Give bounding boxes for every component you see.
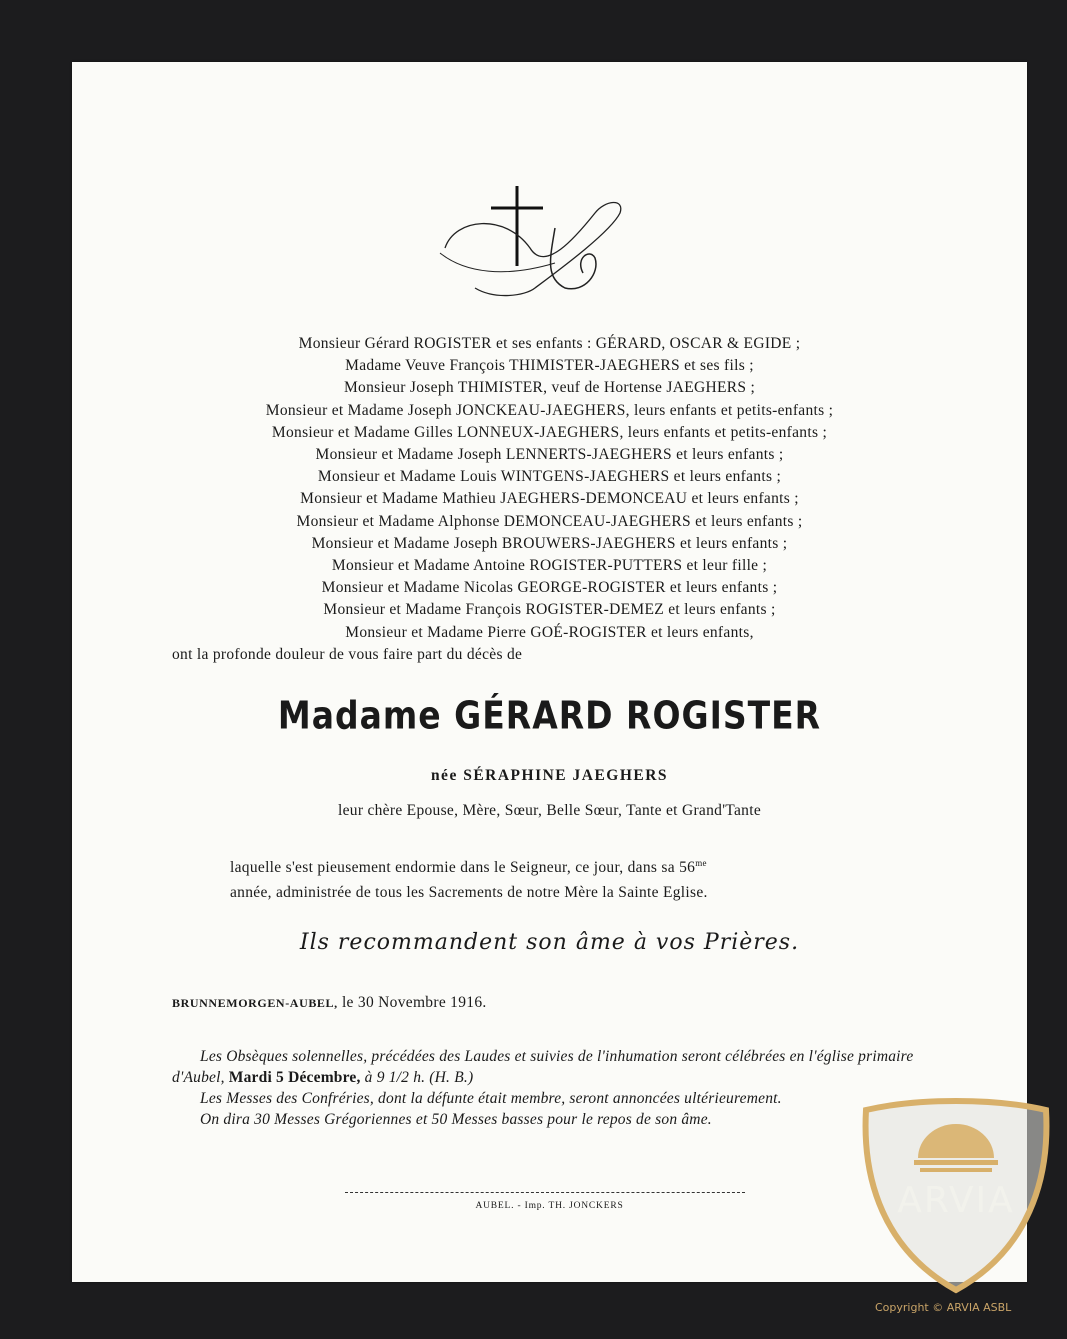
family-line: Monsieur et Madame Joseph BROUWERS-JAEGHERS et leurs enfants ;	[311, 534, 788, 552]
funeral-paragraph	[172, 1046, 932, 1088]
funeral-details	[172, 1046, 932, 1130]
family-line: Monsieur et Madame Nicolas GEORGE-ROGISTER et leurs enfants ;	[321, 579, 778, 597]
relation-line: leur chère Epouse, Mère, Sœur, Belle Sœur, Tante et Grand'Tante	[337, 802, 761, 819]
family-line: Monsieur et Madame Alphonse DEMONCEAU-JAEGHERS et leurs enfants ;	[296, 512, 803, 530]
printer-credit: AUBEL. - Imp. TH. JONCKERS	[475, 1201, 624, 1211]
gregorian-paragraph: On dira 30 Messes Grégoriennes et 50 Messes basses pour le repos de son âme.	[200, 1111, 712, 1128]
funeral-time: à 9 1/2 h. (H. B.)	[364, 1069, 474, 1086]
date-text: le 30 Novembre 1916.	[341, 994, 487, 1011]
place-name: BRUNNEMORGEN-AUBEL,	[172, 996, 338, 1010]
place-date	[172, 994, 487, 1012]
family-line: Madame Veuve François THIMISTER-JAEGHERS et ses fils ;	[345, 357, 754, 375]
family-line: Monsieur et Madame Joseph LENNERTS-JAEGHERS et leurs enfants ;	[315, 446, 784, 464]
announcement-intro: ont la profonde douleur de vous faire part du décès de	[172, 646, 523, 663]
masses-paragraph: Les Messes des Confréries, dont la défunte était membre, seront annoncées ultérieurement.	[200, 1090, 782, 1107]
divider	[345, 1192, 745, 1193]
deceased-name: Madame GÉRARD ROGISTER	[277, 693, 822, 738]
prayer-line: Ils recommandent son âme à vos Prières.	[299, 930, 800, 955]
cross-monogram-icon	[435, 178, 635, 313]
family-line: Monsieur Gérard ROGISTER et ses enfants : GÉRARD, OSCAR & EGIDE ;	[298, 335, 801, 352]
family-line: Monsieur et Madame Gilles LONNEUX-JAEGHERS, leurs enfants et petits-enfants ;	[271, 423, 828, 441]
passing-paragraph	[230, 851, 890, 905]
passing-line-2: année, administrée de tous les Sacrements de notre Mère la Sainte Eglise.	[230, 884, 708, 902]
ordinal-suffix: me	[695, 858, 707, 868]
maiden-name: née SÉRAPHINE JAEGHERS	[430, 767, 669, 784]
family-line: Monsieur et Madame Joseph JONCKEAU-JAEGHERS, leurs enfants et petits-enfants ;	[265, 401, 834, 419]
family-list	[72, 333, 1027, 644]
passing-line-1: laquelle s'est pieusement endormie dans le Seigneur, ce jour, dans sa 56	[230, 859, 696, 877]
family-line: Monsieur et Madame François ROGISTER-DEMEZ et leurs enfants ;	[323, 601, 776, 619]
family-line: Monsieur Joseph THIMISTER, veuf de Hortense JAEGHERS ;	[343, 379, 756, 397]
family-line: Monsieur et Madame Mathieu JAEGHERS-DEMONCEAU et leurs enfants ;	[300, 490, 799, 508]
family-line: Monsieur et Madame Antoine ROGISTER-PUTTERS et leur fille ;	[331, 557, 768, 575]
family-line: Monsieur et Madame Louis WINTGENS-JAEGHERS et leurs enfants ;	[317, 468, 782, 486]
funeral-date: Mardi 5 Décembre,	[228, 1069, 361, 1086]
watermark-text: ARVIA	[897, 1180, 1015, 1221]
copyright-notice: Copyright © ARVIA ASBL	[875, 1301, 1012, 1314]
funeral-text: Les Obsèques solennelles, précédées des Laudes et suivies de l'inhumation seront célébrées en l'église primaire d'Aubel,	[172, 1048, 914, 1086]
family-line: Monsieur et Madame Pierre GOÉ-ROGISTER et leurs enfants,	[345, 623, 754, 641]
